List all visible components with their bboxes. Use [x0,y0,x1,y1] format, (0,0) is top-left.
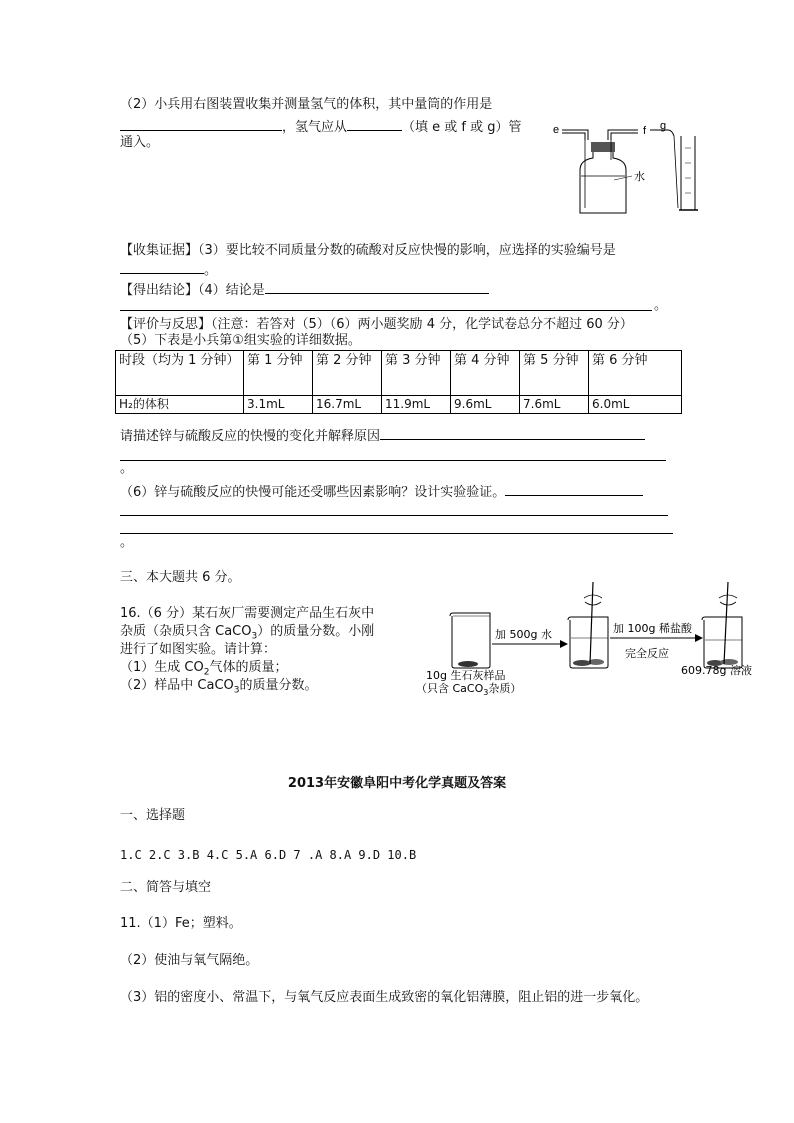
part1-heading: 一、选择题 [120,808,186,823]
graduated-cylinder [681,136,695,210]
evaluate-line [120,317,633,333]
arrow2-label: 加 100g 稀盐酸 [613,622,692,635]
describe-line [120,426,645,445]
collect-end: 。 [204,263,218,278]
answer-blank-8[interactable] [505,482,643,496]
beaker-3 [702,582,742,668]
table-cell: 3.1mL [244,396,313,414]
answer-blank-1[interactable] [120,117,282,131]
answer-blank-5[interactable] [120,310,652,311]
stopper [591,142,615,152]
conclusion-text: （4）结论是 [198,283,265,298]
sub2: 2 [203,667,210,678]
evaluate-text: （注意：若答对（5）（6）两小题奖励 4 分，化学试卷总分不超过 60 分） [211,317,633,332]
q16-line5b: 的质量分数。 [239,678,318,693]
q2-tail: （填 e 或 f 或 g）管 [402,120,522,135]
arrow1-label: 加 500g 水 [495,628,552,641]
q2-mid: ，氢气应从 [282,120,348,135]
table-header-row [116,351,682,396]
q16-line3: 进行了如图实验。请计算： [120,642,277,657]
q16-line1: 16.（6 分）某石灰厂需要测定产品生石灰中 [120,606,375,621]
q6-text: （6）锌与硫酸反应的快慢可能还受哪些因素影响？设计实验验证。 [120,485,506,500]
q16-line2a: 杂质（杂质只含 CaCO [120,624,252,639]
table-cell: 11.9mL [382,396,451,414]
tube-e [562,130,588,140]
table-row-label: H₂的体积 [116,396,244,414]
section3-heading: 三、本大题共 6 分。 [120,570,241,585]
label-water: 水 [634,170,645,183]
q16-line5a: （2）样品中 CaCO [120,678,234,693]
conclusion-line [120,280,489,299]
answer-blank-9[interactable] [120,515,668,516]
stirring-rod [590,582,593,664]
data-table [115,350,682,414]
answers-title: 2013年安徽阜阳中考化学真题及答案 [287,776,507,791]
table-row [116,396,682,414]
table-cell: 6.0mL [589,396,682,414]
q2-line1: （2）小兵用右图装置收集并测量氢气的体积，其中量筒的作用是 [120,97,493,112]
answer-blank-4[interactable] [265,280,489,294]
answer-11-1: 11.（1）Fe；塑料。 [120,916,242,931]
table-header-cell: 第 2 分钟 [313,351,382,396]
label-g: g [660,120,667,132]
conclusion-head: 【得出结论】 [120,283,199,298]
bottle [580,152,626,213]
q6-end: 。 [120,535,134,550]
describe-text: 请描述锌与硫酸反应的快慢的变化并解释原因 [120,429,381,444]
answer-blank-6[interactable] [380,426,645,440]
answer-11-2: （2）使油与氧气隔绝。 [120,953,259,968]
table-cell: 9.6mL [451,396,520,414]
table-cell: 16.7mL [313,396,382,414]
answer-11-3: （3）铝的密度小、常温下，与氧气反应表面生成致密的氧化铝薄膜，阻止铝的进一步氧化。 [120,990,649,1005]
sample-label-2: （只含 CaCO$_3$杂质） [416,682,522,697]
collect-head: 【收集证据】 [120,243,199,258]
conclusion-end: 。 [654,298,668,313]
sub3: 3 [233,685,240,696]
table-header-cell: 时段（均为 1 分钟） [116,351,244,396]
result-label: 609.78g 溶液 [681,664,752,677]
q16-line2b: ）的质量分数。小刚 [257,624,375,639]
table-cell: 7.6mL [520,396,589,414]
q5-text: （5）下表是小兵第①组实验的详细数据。 [120,333,361,348]
describe-end: 。 [120,461,134,476]
collect-line [120,243,616,259]
q16-line4b: 气体的质量； [209,660,288,675]
q2-line3: 通入。 [120,135,160,150]
collect-text: （3）要比较不同质量分数的硫酸对反应快慢的影响，应选择的实验编号是 [198,243,616,258]
answer-blank-2[interactable] [347,117,402,131]
collect-line2 [120,260,217,279]
answer-blank-7[interactable] [120,460,666,461]
tube-f [608,130,638,140]
label-e: e [553,124,560,136]
table-header-cell: 第 6 分钟 [589,351,682,396]
evaluate-head: 【评价与反思】 [120,317,212,332]
answer-blank-3[interactable] [120,260,204,274]
beaker-1 [450,613,490,668]
answer-blank-10[interactable] [120,533,673,534]
table-header-cell: 第 5 分钟 [520,351,589,396]
sub3: 3 [251,631,258,642]
q2-line2 [120,117,522,136]
beaker-2 [568,582,608,668]
q6-line [120,482,643,501]
sample-label: 10g 生石灰样品 [426,669,506,682]
part2-heading: 二、简答与填空 [120,880,212,895]
q16-line4a: （1）生成 CO [120,660,204,675]
table-header-cell: 第 4 分钟 [451,351,520,396]
gas-collection-apparatus [550,118,720,223]
experiment-figure [410,578,780,703]
mc-answers: 1.C 2.C 3.B 4.C 5.A 6.D 7 .A 8.A 9.D 10.B [120,848,417,862]
table-header-cell: 第 3 分钟 [382,351,451,396]
table-header-cell: 第 1 分钟 [244,351,313,396]
arrow2-sublabel: 完全反应 [625,647,669,660]
sample-powder [458,661,478,667]
q16-line5 [120,678,318,699]
label-f: f [643,125,647,137]
